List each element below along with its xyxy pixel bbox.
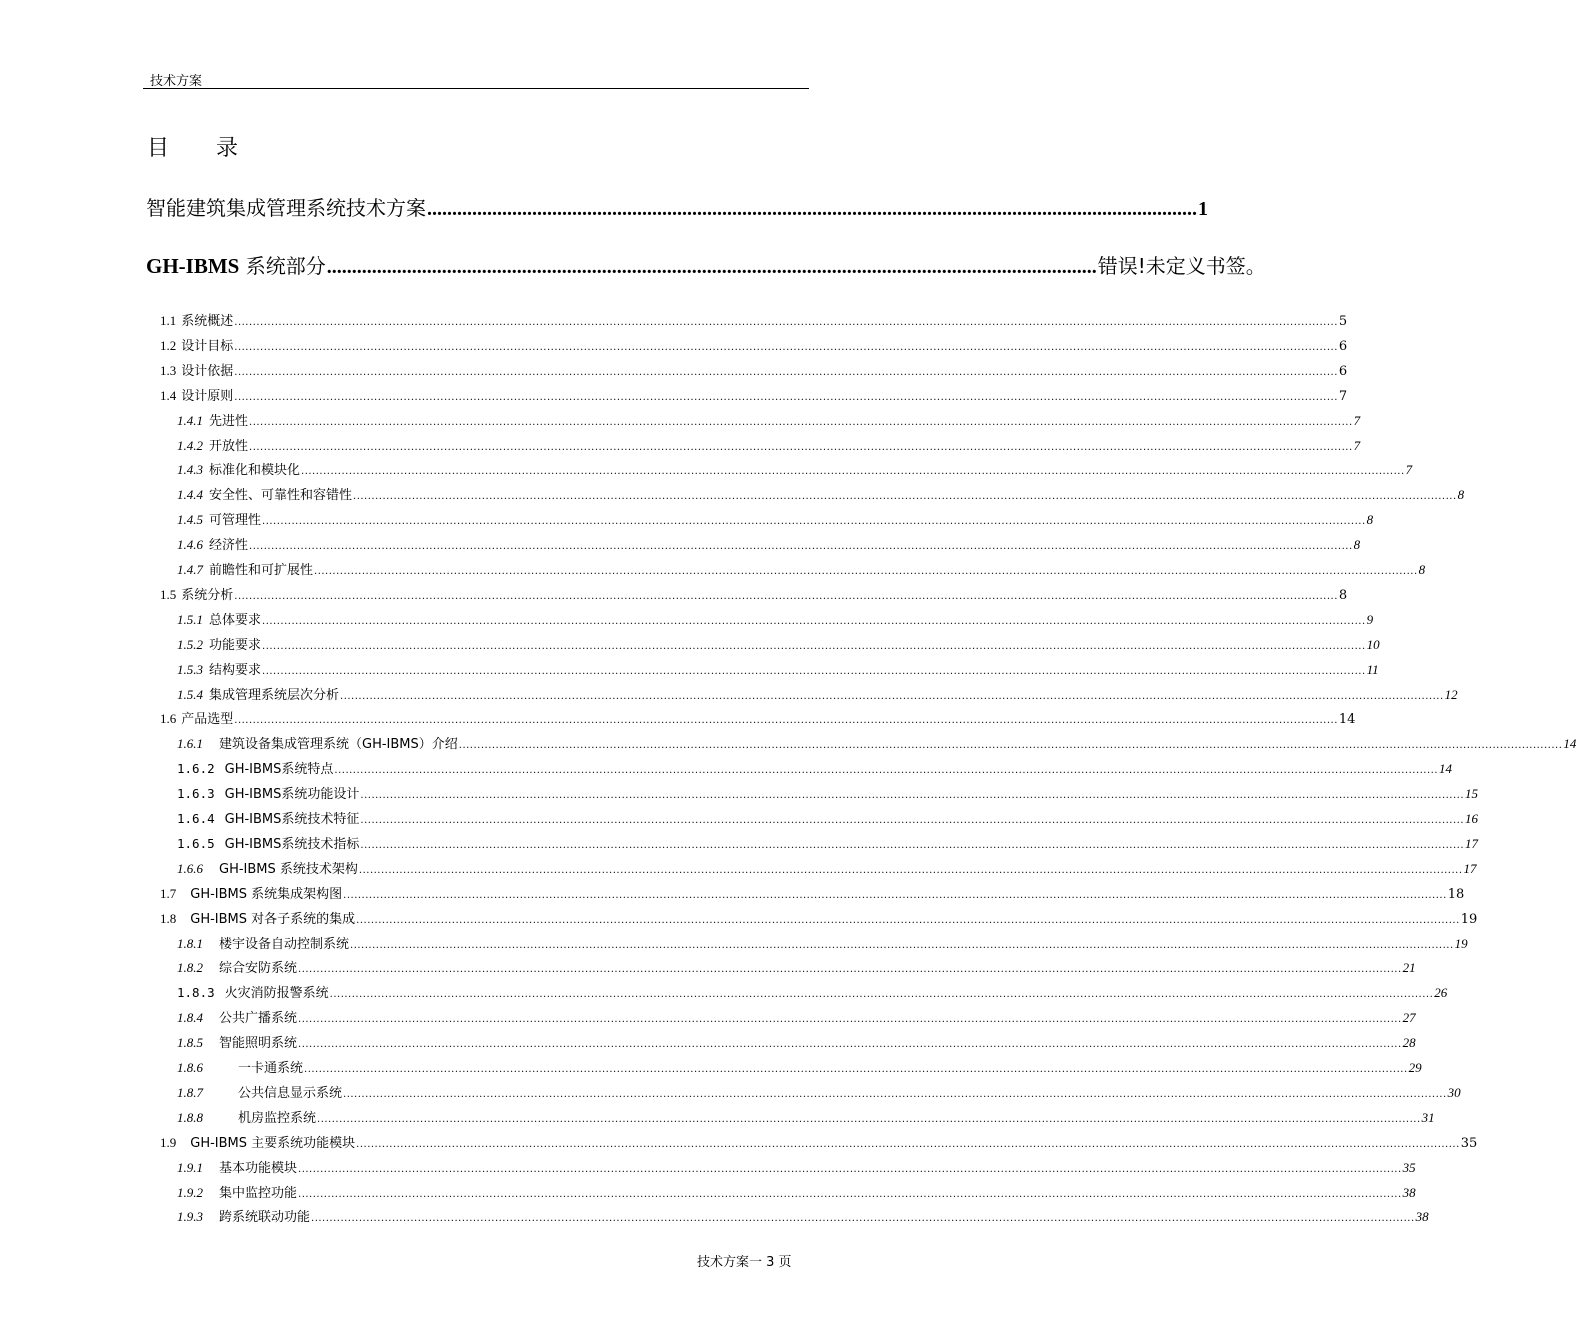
toc-entry-title: GH-IBMS系统特点 — [224, 762, 334, 778]
toc-entry-page: 8 — [1338, 587, 1348, 603]
dot-leader: ............................................................................................................................................................................................................................................................................................................ — [234, 590, 1338, 602]
toc-entry-label — [160, 708, 233, 727]
toc-entry-title: 智能照明系统 — [219, 1036, 298, 1052]
toc-entry-label — [177, 758, 333, 777]
toc-entry[interactable] — [177, 435, 1361, 454]
toc-entry-number: 1.8 — [160, 910, 177, 926]
toc-entry-title: 总体要求 — [209, 612, 262, 628]
toc-entry-title: 设计依据 — [181, 363, 234, 379]
toc-entry-title: 综合安防系统 — [219, 961, 298, 977]
toc-entry[interactable] — [177, 1182, 1416, 1201]
toc-entry-title: 基本功能模块 — [219, 1160, 298, 1176]
toc-entry-label — [177, 459, 300, 478]
toc-entry-title: 结构要求 — [209, 662, 262, 678]
toc-entry-page: 27 — [1402, 1010, 1416, 1026]
toc-entry-page: 7 — [1405, 462, 1413, 478]
toc-entry-title: GH-IBMS 主要系统功能模块 — [190, 1135, 356, 1151]
toc-entry[interactable] — [160, 708, 1356, 728]
dot-leader: ............................................................................................................................................................................................................................................................................................................ — [340, 690, 1444, 702]
toc-entry-label — [177, 733, 458, 752]
toc-entry-page: 7 — [1338, 388, 1348, 404]
toc-entry-title — [146, 250, 326, 279]
toc-entry-number: 1.6.3 — [177, 786, 215, 802]
toc-entry-number: 1.4.6 — [177, 537, 203, 553]
toc-entry-number: 1.9.2 — [177, 1184, 203, 1200]
toc-entry-label — [177, 1107, 316, 1126]
toc-entry-page: 19 — [1454, 935, 1468, 951]
toc-entry[interactable] — [177, 410, 1361, 429]
toc-entry-page: 7 — [1353, 412, 1361, 428]
toc-entry-page: 8 — [1418, 562, 1426, 577]
toc-entry-label — [177, 1007, 297, 1026]
toc-entry-number: 1.8.8 — [177, 1109, 203, 1125]
toc-entry[interactable] — [177, 957, 1416, 977]
toc-entry[interactable] — [177, 1206, 1429, 1226]
toc-entry-number: 1.4.1 — [177, 412, 203, 428]
toc-entry-number: 1.9.1 — [177, 1159, 203, 1175]
toc-entry-title: 集成管理系统层次分析 — [209, 687, 340, 703]
dot-leader: ............................................................................................................................................................................................................................................................................................................ — [350, 939, 1454, 951]
toc-entry[interactable] — [177, 659, 1379, 678]
toc-entry-label — [177, 833, 359, 852]
toc-entry-page: 29 — [1408, 1060, 1422, 1075]
dot-leader: ............................................................................................................................................................................................................................................................................................................ — [360, 790, 1465, 802]
toc-entry-page: 21 — [1402, 960, 1416, 976]
toc-entry-title: 先进性 — [209, 413, 249, 429]
toc-entry-number: 1.8.5 — [177, 1035, 203, 1051]
toc-entry-title-bold: GH-IBMS — [146, 254, 240, 278]
dot-leader: ............................................................................................................................................................................................................................................................................................................ — [249, 441, 1353, 453]
dot-leader: ............................................................................................................................................................................................................................................................................................................ — [298, 1014, 1402, 1026]
dot-leader: ............................................................................................................................................................................................................................................................................................................ — [360, 815, 1465, 826]
toc-entry-number: 1.6.5 — [177, 835, 215, 851]
toc-entry-label — [160, 335, 233, 354]
toc-entry-page: 14 — [1439, 761, 1453, 777]
toc-entry-label — [177, 933, 349, 952]
toc-entry-number: 1.6.6 — [177, 860, 203, 876]
toc-entry-page: 8 — [1457, 487, 1465, 503]
toc-entry-page: 15 — [1465, 786, 1479, 802]
toc-entry[interactable] — [177, 609, 1374, 628]
toc-entry-page: 17 — [1465, 835, 1479, 851]
toc-entry[interactable] — [160, 584, 1348, 603]
toc-entry-title: 系统概述 — [181, 314, 234, 329]
toc-entry-label — [177, 659, 261, 678]
toc-entry-page: 6 — [1338, 338, 1348, 354]
toc-entry[interactable] — [160, 908, 1478, 927]
toc-entry-title: 楼宇设备自动控制系统 — [219, 936, 350, 952]
toc-entry[interactable] — [160, 1132, 1478, 1151]
dot-leader: ............................................................................................................................................................................................................................................................................................................ — [353, 491, 1457, 503]
toc-entry[interactable] — [177, 1082, 1461, 1101]
toc-entry-number: 1.8.2 — [177, 960, 203, 976]
toc-entry-label — [177, 1057, 303, 1076]
toc-entry-page: 8 — [1366, 512, 1374, 528]
dot-leader: ............................................................................................................................................................................................................................................................................................................ — [262, 640, 1366, 652]
dot-leader: ............................................................................................................................................................................................................................................................................................................ — [234, 715, 1338, 727]
toc-entry-label — [177, 509, 261, 528]
toc-entry-number: 1.4.4 — [177, 487, 203, 503]
toc-entry-number: 1.6.1 — [177, 736, 203, 752]
toc-entry[interactable] — [160, 360, 1348, 379]
dot-leader: ............................................................................................................................................................................................................................................................................................................ — [262, 615, 1366, 627]
toc-entry-label — [177, 858, 358, 877]
toc-entry-number: 1.8.1 — [177, 935, 203, 951]
toc-entry-page: 7 — [1353, 437, 1361, 453]
toc-entry-number: 1.3 — [160, 362, 177, 378]
toc-entry-number: 1.4.3 — [177, 462, 203, 478]
toc-entry-page: 35 — [1460, 1135, 1478, 1151]
toc-entry-number: 1.4.5 — [177, 512, 203, 528]
toc-entry-label — [177, 634, 261, 653]
toc-entry-label — [177, 484, 352, 503]
toc-title: 目 录 — [147, 136, 258, 161]
toc-entry-label — [177, 783, 359, 802]
page-footer: 技术方案一 3 页 — [697, 1255, 792, 1270]
toc-entry-page: 19 — [1460, 911, 1478, 927]
toc-main-entry-2[interactable] — [146, 250, 1266, 279]
toc-entry-number: 1.9 — [160, 1134, 177, 1150]
toc-entry-label — [177, 534, 248, 553]
toc-entry-title: 集中监控功能 — [219, 1185, 298, 1201]
toc-entry-label — [160, 1132, 355, 1151]
toc-entry-page: 9 — [1366, 611, 1374, 627]
toc-entry-page: 5 — [1338, 314, 1348, 329]
toc-entry-page: 17 — [1463, 860, 1477, 876]
dot-leader: ............................................................................................................................................................................................................................................................................................................ — [234, 317, 1338, 328]
toc-entry-number: 1.7 — [160, 885, 177, 901]
toc-entry-number: 1.5 — [160, 586, 177, 602]
toc-entry-title: 公共广播系统 — [219, 1011, 298, 1027]
toc-entry-page: 10 — [1366, 636, 1380, 652]
toc-entry-number: 1.2 — [160, 337, 177, 353]
dot-leader: ............................................................................................................................................................................................................................................................................................................ — [301, 466, 1405, 478]
header-rule — [143, 88, 809, 89]
toc-entry-number: 1.4 — [160, 387, 177, 403]
toc-entry-number: 1.8.4 — [177, 1010, 203, 1026]
toc-entry-page: 6 — [1338, 363, 1348, 379]
toc-entry-label — [177, 1157, 297, 1176]
toc-entry-label — [160, 310, 233, 329]
toc-entry-page: 14 — [1563, 736, 1576, 752]
toc-entry-label — [177, 410, 248, 429]
toc-entry-label — [177, 609, 261, 628]
toc-entry-title: 一卡通系统 — [238, 1061, 304, 1076]
toc-entry-label — [177, 1206, 310, 1225]
toc-entry-page: 38 — [1415, 1209, 1429, 1225]
dot-leader: ............................................................................................................................................................................................................................................................................................................ — [358, 864, 1463, 876]
toc-main-entry-1[interactable] — [146, 192, 1208, 221]
toc-entry-title: 标准化和模块化 — [209, 463, 301, 479]
toc-entry-title: 可管理性 — [209, 513, 262, 529]
dot-leader: ............................................................................................................................................................................................................................................................................................................ — [234, 341, 1338, 353]
toc-entry-page: 1 — [1198, 198, 1208, 220]
toc-entry[interactable] — [177, 1057, 1422, 1076]
toc-entry-title: GH-IBMS 系统技术架构 — [219, 861, 358, 877]
toc-entry-label — [177, 559, 313, 578]
toc-entry-number: 1.8.7 — [177, 1084, 203, 1100]
toc-entry-title: 机房监控系统 — [238, 1110, 317, 1126]
toc-entry[interactable] — [177, 758, 1453, 778]
toc-entry-number: 1.8.3 — [177, 985, 215, 1001]
header-title: 技术方案 — [150, 74, 203, 89]
toc-entry-title: 设计目标 — [181, 338, 234, 354]
toc-entry-label — [177, 982, 329, 1001]
toc-entry-label — [177, 1032, 297, 1051]
dot-leader: ............................................................................................................................................................................................................................................................................................................ — [317, 1113, 1421, 1125]
dot-leader: ............................................................................................................................................................................................................................................................................................................ — [234, 366, 1338, 378]
toc-entry-title: 经济性 — [209, 538, 249, 554]
toc-entry-title-rest: 系统部分 — [239, 254, 326, 278]
dot-leader: ............................................................................................................................................................................................................................................................................................................ — [298, 964, 1402, 976]
toc-entry[interactable] — [177, 459, 1413, 479]
toc-entry-title: 功能要求 — [209, 637, 262, 653]
toc-entry[interactable] — [177, 982, 1448, 1002]
dot-leader: ............................................................................................................................................................................................................................................................................................................ — [356, 914, 1460, 926]
toc-entry-title: GH-IBMS系统技术特征 — [224, 812, 360, 827]
toc-entry-title: 系统分析 — [181, 587, 234, 603]
toc-entry-page: 错误!未定义书签。 — [1097, 254, 1266, 278]
toc-entry-number: 1.6 — [160, 711, 177, 727]
toc-entry-label — [177, 957, 297, 976]
toc-entry-number: 1.8.6 — [177, 1060, 203, 1075]
toc-entry[interactable] — [177, 1032, 1416, 1052]
toc-entry[interactable] — [177, 634, 1380, 653]
toc-entry-page: 35 — [1402, 1159, 1416, 1175]
toc-entry-number: 1.5.2 — [177, 636, 203, 652]
toc-entry-label — [160, 908, 355, 927]
toc-entry-label — [177, 684, 339, 703]
dot-leader: ............................................................................................................................................................................................................................................................................................................ — [356, 1138, 1460, 1150]
toc-entry-label — [177, 1182, 297, 1201]
toc-entry-page: 14 — [1338, 712, 1356, 728]
toc-entry-page: 30 — [1447, 1084, 1461, 1100]
toc-entry-label — [177, 1082, 342, 1101]
dot-leader: ............................................................................................................................................................................................................................................................................................................ — [360, 839, 1465, 851]
dot-leader: ............................................................................................................................................................................................................................................................................................................ — [311, 1213, 1415, 1225]
toc-entry[interactable] — [177, 1107, 1435, 1126]
toc-entry-title: 安全性、可靠性和容错性 — [209, 488, 353, 504]
toc-entry[interactable] — [160, 385, 1348, 404]
toc-entry[interactable] — [177, 534, 1361, 554]
toc-entry[interactable] — [177, 1157, 1416, 1176]
toc-entry[interactable] — [177, 808, 1479, 827]
dot-leader: ............................................................................................................................................................................................................................................................................................................ — [298, 1163, 1402, 1175]
dot-leader: ............................................................................................................................................................................................................................................................................................................ — [329, 989, 1434, 1001]
toc-entry[interactable] — [160, 310, 1348, 329]
toc-entry[interactable] — [177, 933, 1468, 952]
toc-entry-label — [160, 883, 342, 902]
dot-leader: ............................................................................................................................................................................................................................................................................................................ — [334, 765, 1439, 777]
toc-entry-number: 1.5.3 — [177, 661, 203, 677]
toc-entry-page: 26 — [1434, 985, 1448, 1001]
dot-leader: .......................................................................................................................................................... — [326, 256, 1097, 278]
dot-leader: ............................................................................................................................................................................................................................................................................................................ — [298, 1188, 1402, 1200]
toc-entry[interactable] — [177, 559, 1426, 578]
toc-entry-page: 31 — [1421, 1109, 1435, 1125]
toc-entry-title: 公共信息显示系统 — [238, 1085, 343, 1101]
toc-entry-title: 建筑设备集成管理系统（GH-IBMS）介绍 — [219, 737, 458, 753]
toc-entry-page: 18 — [1447, 886, 1465, 902]
dot-leader: ............................................................................................................................................................................................................................................................................................................ — [343, 889, 1447, 901]
dot-leader: .......................................................................................................................................................... — [427, 198, 1197, 220]
toc-entry-label — [160, 584, 233, 603]
toc-entry-page: 16 — [1465, 811, 1479, 826]
toc-entry-title: GH-IBMS系统技术指标 — [224, 836, 360, 852]
toc-entry-page: 28 — [1402, 1035, 1416, 1051]
toc-entry[interactable] — [160, 883, 1465, 902]
toc-entry-number: 1.4.2 — [177, 437, 203, 453]
dot-leader: ............................................................................................................................................................................................................................................................................................................ — [314, 566, 1418, 577]
dot-leader: ............................................................................................................................................................................................................................................................................................................ — [262, 665, 1366, 677]
toc-entry-page: 11 — [1366, 661, 1379, 677]
toc-entry-title: 智能建筑集成管理系统技术方案 — [146, 196, 426, 220]
dot-leader: ............................................................................................................................................................................................................................................................................................................ — [249, 541, 1353, 553]
dot-leader: ............................................................................................................................................................................................................................................................................................................ — [343, 1088, 1447, 1100]
dot-leader: ............................................................................................................................................................................................................................................................................................................ — [458, 740, 1563, 752]
toc-entry-title: 火灾消防报警系统 — [224, 986, 329, 1002]
toc-entry[interactable] — [177, 783, 1479, 803]
toc-entry-number: 1.9.3 — [177, 1209, 203, 1225]
toc-entry-page: 38 — [1402, 1184, 1416, 1200]
toc-entry-title: GH-IBMS 系统集成架构图 — [190, 886, 343, 902]
toc-entry-number: 1.6.2 — [177, 761, 215, 777]
toc-entry[interactable] — [177, 484, 1465, 504]
toc-entry[interactable] — [177, 684, 1458, 703]
toc-entry-label — [177, 435, 248, 454]
toc-entry-label — [177, 808, 359, 827]
toc-entry-page: 8 — [1353, 537, 1361, 553]
dot-leader: ............................................................................................................................................................................................................................................................................................................ — [298, 1039, 1402, 1051]
toc-entry-number: 1.1 — [160, 313, 177, 328]
toc-entry-label — [160, 385, 233, 404]
dot-leader: ............................................................................................................................................................................................................................................................................................................ — [234, 391, 1338, 403]
toc-entry-title: GH-IBMS系统功能设计 — [224, 787, 360, 803]
toc-entry-number: 1.5.1 — [177, 611, 203, 627]
toc-entry-page: 12 — [1444, 686, 1458, 702]
toc-entry-number: 1.6.4 — [177, 811, 215, 826]
dot-leader: ............................................................................................................................................................................................................................................................................................................ — [262, 516, 1366, 528]
toc-entry[interactable] — [160, 335, 1348, 354]
toc-entry[interactable] — [177, 1007, 1416, 1027]
toc-entry[interactable] — [177, 733, 1576, 753]
toc-entry-title: 前瞻性和可扩展性 — [209, 563, 314, 578]
toc-entry-number: 1.5.4 — [177, 686, 203, 702]
toc-entry-title: 设计原则 — [181, 388, 234, 404]
toc-entry[interactable] — [177, 858, 1477, 877]
toc-entry[interactable] — [177, 509, 1374, 529]
toc-entry-label — [160, 360, 233, 379]
dot-leader: ............................................................................................................................................................................................................................................................................................................ — [249, 416, 1353, 428]
toc-entry-title: 产品选型 — [181, 712, 234, 728]
toc-entry[interactable] — [177, 833, 1479, 852]
toc-entry-number: 1.4.7 — [177, 562, 203, 577]
toc-entry-title: 跨系统联动功能 — [219, 1210, 311, 1226]
toc-entry-title: GH-IBMS 对各子系统的集成 — [190, 911, 356, 927]
dot-leader: ............................................................................................................................................................................................................................................................................................................ — [304, 1064, 1408, 1075]
toc-entry-title: 开放性 — [209, 438, 249, 454]
